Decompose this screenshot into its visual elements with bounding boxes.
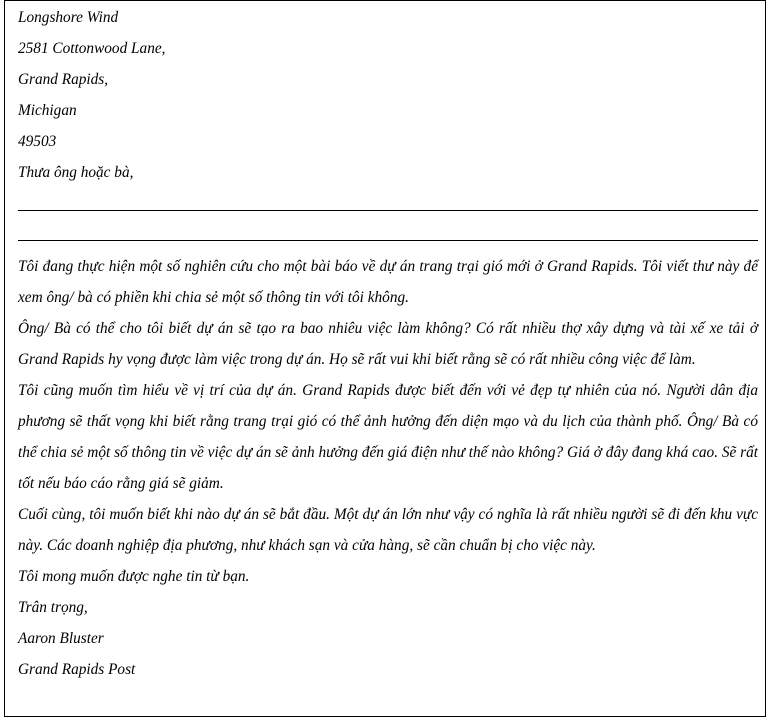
divider-rule-2 <box>18 240 758 241</box>
address-line-2: 2581 Cottonwood Lane, <box>18 40 166 57</box>
address-line-3: Grand Rapids, <box>18 71 109 88</box>
salutation: Thưa ông hoặc bà, <box>18 164 134 181</box>
address-line-1: Longshore Wind <box>18 9 119 26</box>
paragraph-jobs: Ông/ Bà có thể cho tôi biết dự án sẽ tạo ra bao nhiêu việc làm không? Có rất nhiều thợ xây dựng và tài xế xe tải ở Grand Rapids hy vọng được làm việc trong dự án. Họ sẽ rất vui khi biết rằng sẽ có rất nhiều công việc để làm. <box>18 320 758 368</box>
paragraph-location: Tôi cũng muốn tìm hiểu về vị trí của dự án. Grand Rapids được biết đến với vẻ đẹp tự nhiên của nó. Người dân địa phương sẽ thất vọng khi biết rằng trang trại gió có thể ảnh hưởng đến diện mạo và du lịch của thành phố. Ông/ Bà có thể chia sẻ một số thông tin về việc dự án sẽ ảnh hưởng đến giá điện như thế nào không? Giá ở đây đang khá cao. Sẽ rất tốt nếu báo cáo rằng giá sẽ giảm. <box>18 382 758 492</box>
paragraph-closing-line: Tôi mong muốn được nghe tin từ bạn. <box>18 568 250 585</box>
letter-frame <box>4 0 766 717</box>
address-line-5: 49503 <box>18 133 57 150</box>
recipient-address <box>18 2 758 188</box>
address-line-4: Michigan <box>18 102 77 119</box>
signoff: Trân trọng, <box>18 599 88 616</box>
divider-rule-1 <box>18 210 758 211</box>
sender-name: Aaron Bluster <box>18 630 104 647</box>
paragraph-intro: Tôi đang thực hiện một số nghiên cứu cho một bài báo về dự án trang trại gió mới ở Grand Rapids. Tôi viết thư này để xem ông/ bà có phiền khi chia sẻ một số thông tin với tôi không. <box>18 258 758 306</box>
sender-organization: Grand Rapids Post <box>18 661 136 678</box>
letter-body <box>18 251 758 685</box>
paragraph-start: Cuối cùng, tôi muốn biết khi nào dự án sẽ bắt đầu. Một dự án lớn như vậy có nghĩa là rất nhiều người sẽ đi đến khu vực này. Các doanh nghiệp địa phương, như khách sạn và cửa hàng, sẽ cần chuẩn bị cho việc này. <box>18 506 758 554</box>
